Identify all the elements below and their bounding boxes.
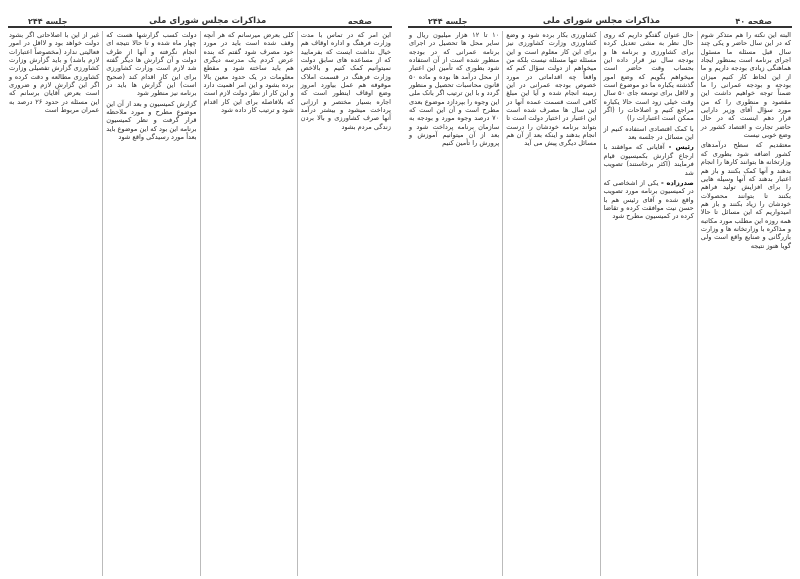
speaker-name: صدرزاده - — [660, 178, 694, 187]
paragraph — [604, 125, 694, 142]
paragraph — [506, 31, 596, 148]
paragraph — [9, 31, 99, 114]
paragraph — [106, 100, 196, 142]
header-rule — [408, 26, 792, 28]
page-title: مذاکرات مجلس شورای ملی — [149, 16, 267, 26]
paragraph-text: گزارش کمیسیون و بعد از آن این موضوع مطرح و مورد ملاحظه قرار گرفت و نظر کمیسیون برنامه این بود که این موضوع باید بعداً مورد رسیدگی واقع شود — [106, 99, 197, 142]
text-column — [297, 31, 394, 576]
paragraph-text: یکی از اشخاصی که در کمیسیون برنامه مورد تصویب واقع شده و آقای رئیس هم با حسن نیت موافقت کرده و تقاضا کرده در کمیسیون مطرح شود — [603, 178, 694, 221]
paragraph-text: این امر که در تماس با مدت وزارت فرهنگ و اداره اوقاف هم خیال نداشت ایست که بفرمایید که از مساعده های سابق دولت نمیتوانیم کمک کنیم و بالاخص وزارت فرهنگ در قسمت املاک موقوفه هم عمل بیاورد امروز وضع اوقاف اینطور است که اجاره بسیار مختصر و ارزانی پرداخت میشود و بیشتر درآمد آنها صرف کشاورزی و بالا بردن زندگی مردم بشود — [300, 31, 391, 131]
paragraph-text: آقایانی که موافقند با ارجاع گزارش بکمیسیون قیام فرمایند (اکثر برخاستند) تصویب شد — [603, 143, 694, 177]
paragraph-text: ۱۰ تا ۱۲ هزار میلیون ریال و سایر محل ها تحصیل در اجرای برنامه عمرانی که در بودجه منظور شده است از آن استفاده شود بطوری که تأمین این اعتبار از محل درآمد ها بوده و ماده ۵۰ قانون محاسبات تحصیل و منظور گردد و با این ترتیب اگر بانک ملی این وجوه را بپردازد موضوع بعدی مطرح است و آن این است که ۷۰ درصد وجوه مورد و بودجه به سازمان برنامه پرداخت شود و بعد از آن میتوانیم آموزش و پرورش را تأمین کنیم — [409, 31, 500, 148]
paragraph — [106, 31, 196, 98]
text-column — [102, 31, 199, 576]
paragraph-text: دولت کسب گزارشها هست که چهار ماه شده و تا حالا نتیجه ای انجام نگرفته و آنها از طرف دولت و آن گزارش ها دیگر گفته شد لازم است وزارت کشاورزی برای این کار اقدام کند (صحیح است) این گزارش ها باید در برنامه نیز منظور شود — [106, 31, 197, 98]
paragraph — [701, 31, 791, 139]
paragraph-text: حال عنوان گفتگو داریم که روی حال نظر به مشی تعدیل کرده برای کشاورزی و برنامه ها و بودجه سال نیز قرار داده این بحساب وقت حاضر است میخواهم بگویم که وضع امور گذشته یکباره ما دو موضوع است و لااقل برای توسعه جای ۵۰ سال وقت خیلی زود است حالا یکباره مراجع کنیم و اصلاحات را (اگر ممکن است اعتبارات را) — [603, 31, 694, 123]
session-number: جلسه ۲۴۴ — [428, 17, 468, 26]
paragraph-text: کلی بعرض میرسانم که هر آنچه وقف شده است باید در مورد خود مصرف شود گفتم که بنده عرض کردم یک مدرسه دیگری هم باید ساخته شود و مقطع معلومات در یک حدود معین بالا برده بشود و این امر اهمیت دارد و این کار از نظر دولت لازم است که بلافاصله برای این کار اقدام شود و ترتیب کار داده شود — [203, 31, 294, 115]
paragraph — [301, 31, 391, 131]
header-rule — [8, 26, 392, 28]
text-column — [200, 31, 297, 576]
paragraph — [409, 31, 499, 148]
paragraph — [604, 179, 694, 221]
speaker-name: رئیس - — [668, 143, 694, 152]
text-column — [600, 31, 697, 576]
paragraph-text: با کمک اقتصادی استفاده کنیم از این مسائل در جلسه بعد — [603, 124, 694, 142]
paragraph — [204, 31, 294, 114]
page-number: صفحه ۴۰ — [735, 17, 772, 26]
text-column — [697, 31, 794, 576]
text-column — [502, 31, 599, 576]
paragraph — [701, 141, 791, 249]
paragraph-text: البته این نکته را هم متذکر شوم که در این سال حاضر و یکی چند سال قبل مسئله ما مسئول اجرای برنامه است بمنظور ایجاد هماهنگی زیادی بودجه داریم و ما از این لحاظ کار کنیم میزان بودجه و بودجه عمرانی را ما ضمناً توجه خواهیم داشت این مقصود و منظوری را که من مورد سؤال آقای وزیر دارایی قرار دهم اینست که در حال حاضر تجارت و اقتصاد کشور در وضع خوبی نیست — [700, 31, 791, 140]
page-right — [400, 0, 800, 579]
text-column — [406, 31, 502, 576]
text-column — [6, 31, 102, 576]
page-header — [6, 0, 394, 26]
page-header — [406, 0, 794, 26]
paragraph — [604, 31, 694, 123]
page-number: صفحه — [347, 17, 372, 26]
text-columns — [6, 31, 394, 576]
page-title: مذاکرات مجلس شورای ملی — [542, 16, 660, 26]
paragraph — [604, 143, 694, 176]
text-columns — [406, 31, 794, 576]
paragraph-text: کشاورزی بکار برده شود و وضع کشاورزی وزارت کشاورزی نیز برای این کار معلوم است و این مسئله تنها مسئله نیست بلکه من میخواهم از دولت سؤال کنم که واقعاً چه اقداماتی در مورد خصوص بودجه عمرانی در این زمینه انجام شده و آیا این مبلغ کافی است قسمت عمده آنها در این سال ها مصرف شده است این اعتبار در اختیار دولت است تا بتواند برنامه خودشان را درست انجام بدهند و اینکه بعد از آن هم مسائل دیگری پیش می آید — [506, 31, 597, 148]
paragraph-text: معتقدیم که سطح درآمدهای کشور اضافه شود بطوری که وزارتخانه ها بتوانند کارها را انجام بدهند و آنها کمک بکنند و باز هم اعتبار بدهند که آنها وسیله هایی را برای افزایش تولید فراهم بکنند تا بتوانند محصولات خودشان را زیاد بکنند و باز هم امیدواریم که این مسائل تا حالا همه روزه این مطلب مورد مکاتبه و مذاکره با وزارتخانه ها و وزارت بازرگانی و صنایع واقع است ولی گویا هنوز نتیجه — [700, 141, 791, 250]
paragraph-text: غیر از این با اصلاحاتی اگر بشود دولت خواهد بود و لااقل در امور فعالیتی ندارد (مخصوصاً اعتبارات لازم باشد) و باید گزارش وزارت کشاورزی گزارش تفصیلی وزارت کشاورزی مطالعه و دقت کرده و اگر این گزارش لازم و ضروری است بعرض آقایان برسانم که این مسئله در حدود ۲۶ درصد به عمران مربوط است — [9, 31, 100, 115]
session-number: جلسه ۲۴۴ — [28, 17, 68, 26]
